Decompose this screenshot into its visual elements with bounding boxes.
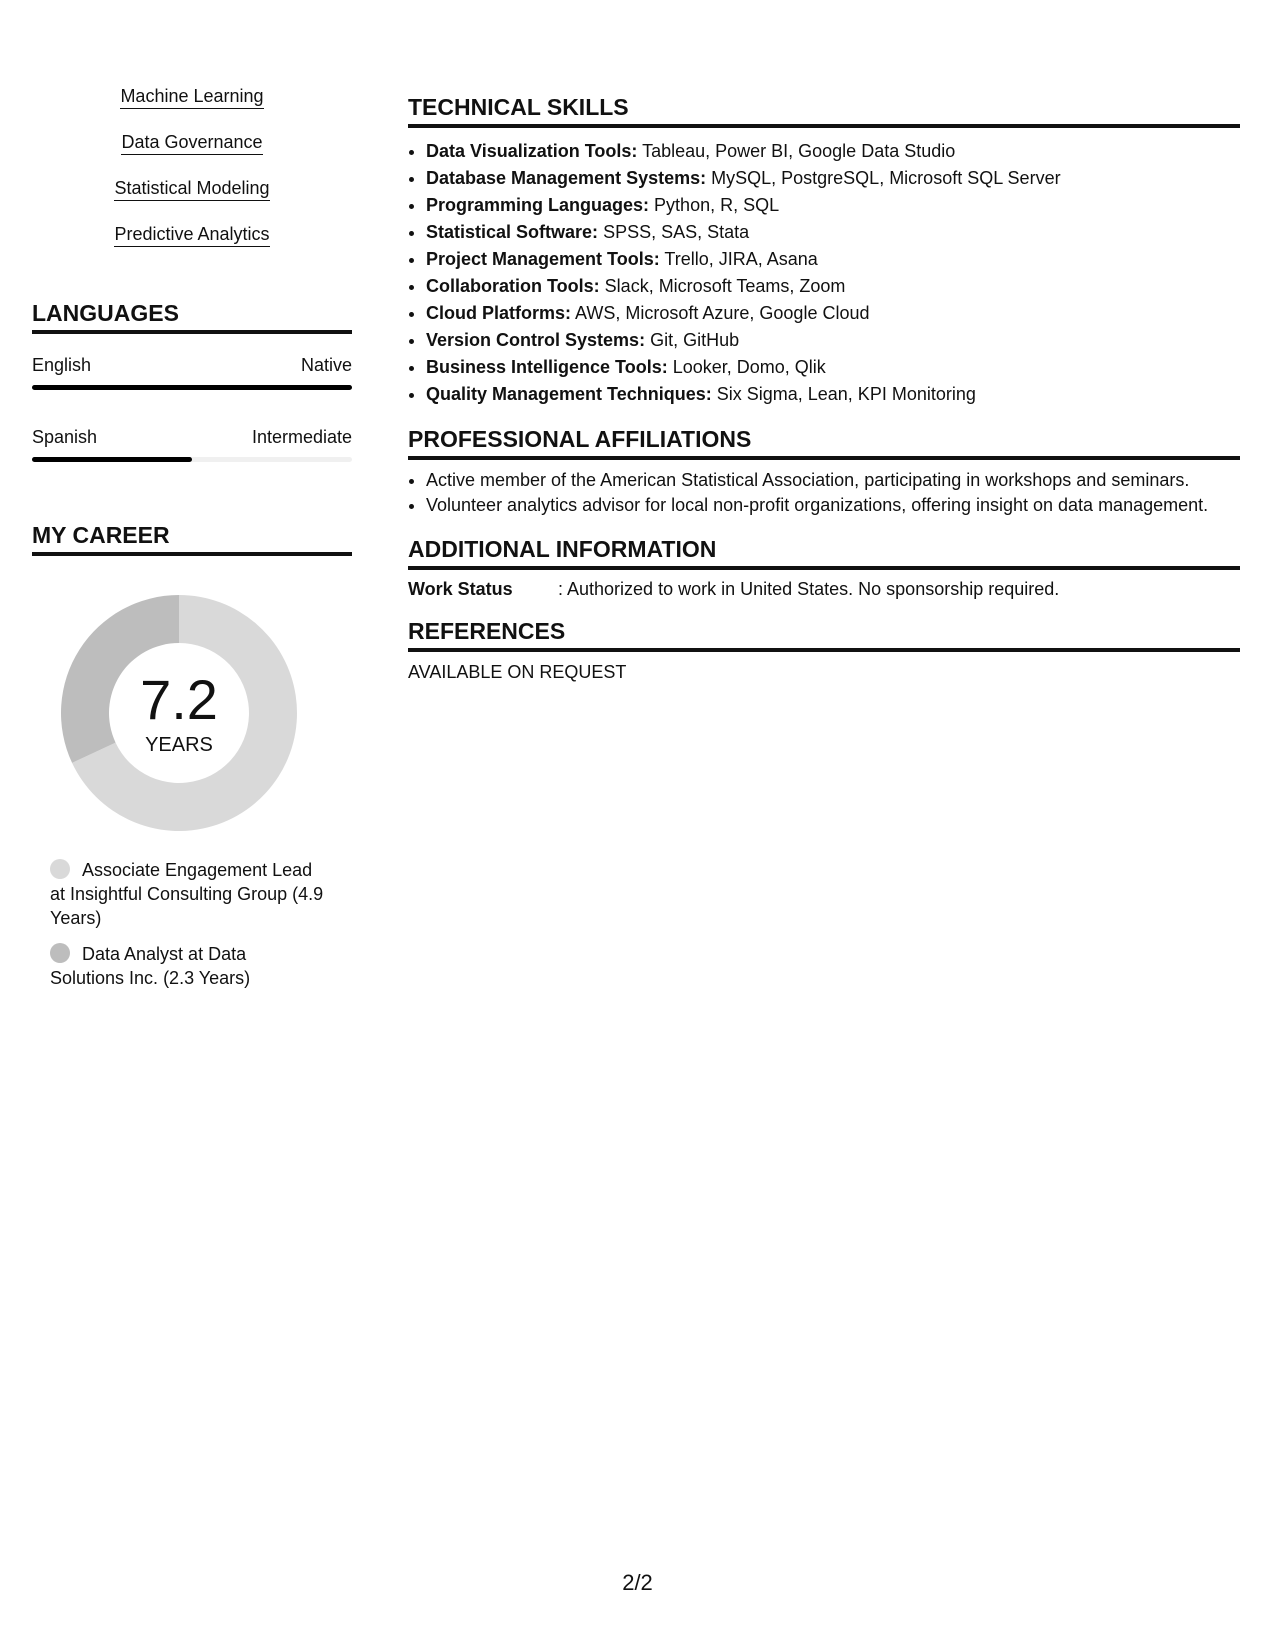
- skill-value: Looker, Domo, Qlik: [672, 357, 826, 377]
- list-item: [426, 192, 1240, 219]
- language-name: English: [32, 355, 92, 375]
- career-list: [50, 858, 325, 990]
- references-section: [408, 618, 1240, 683]
- language-bar-fill: [32, 457, 192, 462]
- career-donut: [32, 588, 352, 858]
- skill-tag: Machine Learning: [120, 86, 263, 109]
- list-item: [426, 138, 1240, 165]
- work-status-row: [408, 578, 1240, 600]
- career-unit: YEARS: [145, 734, 213, 756]
- list-item: [426, 354, 1240, 381]
- language-level: Native: [300, 355, 352, 375]
- technical-skills-list: [408, 138, 1240, 408]
- language-bar: [32, 385, 352, 390]
- list-item: [426, 165, 1240, 192]
- work-status-label: Work Status: [408, 579, 513, 599]
- skill-value: Trello, JIRA, Asana: [664, 249, 818, 269]
- skill-label: Collaboration Tools:: [426, 276, 600, 296]
- technical-skills-section: [408, 94, 1240, 408]
- list-item: [426, 381, 1240, 408]
- skill-value: Six Sigma, Lean, KPI Monitoring: [716, 384, 976, 404]
- skill-label: Data Visualization Tools:: [426, 141, 638, 161]
- skill-label: Business Intelligence Tools:: [426, 357, 668, 377]
- language-bar: [32, 457, 352, 462]
- career-section: [32, 522, 352, 990]
- skill-value: Tableau, Power BI, Google Data Studio: [642, 141, 956, 161]
- affiliations-title: PROFESSIONAL AFFILIATIONS: [408, 426, 1240, 460]
- skill-label: Database Management Systems:: [426, 168, 707, 188]
- skill-value: Python, R, SQL: [654, 195, 780, 215]
- career-item: [50, 858, 325, 930]
- references-text: AVAILABLE ON REQUEST: [408, 662, 627, 682]
- skill-label: Project Management Tools:: [426, 249, 660, 269]
- skill-label: Version Control Systems:: [426, 330, 646, 350]
- work-status-value: : Authorized to work in United States. No sponsorship required.: [558, 579, 1060, 599]
- additional-info-section: [408, 536, 1240, 600]
- legend-dot: [50, 859, 70, 879]
- technical-skills-title: TECHNICAL SKILLS: [408, 94, 1240, 128]
- affiliations-section: [408, 426, 1240, 518]
- career-total: 7.2: [140, 668, 218, 731]
- language-item: [32, 426, 352, 462]
- languages-title: LANGUAGES: [32, 300, 352, 334]
- skill-tag: Data Governance: [121, 132, 262, 155]
- list-item: • Active member of the American Statistical Association, participating in workshops and seminars.: [426, 468, 1240, 493]
- skill-tags: [32, 78, 352, 262]
- list-item: • Volunteer analytics advisor for local non-profit organizations, offering insight on data management.: [426, 493, 1240, 518]
- list-item: [426, 246, 1240, 273]
- career-item-text: Data Analyst at Data Solutions Inc. (2.3 Years): [50, 944, 251, 988]
- career-item: [50, 942, 325, 990]
- right-column: [408, 94, 1240, 701]
- languages-section: [32, 300, 352, 462]
- list-item: [426, 327, 1240, 354]
- skill-value: Git, GitHub: [650, 330, 740, 350]
- language-name: Spanish: [32, 427, 98, 447]
- list-item: [426, 300, 1240, 327]
- skill-label: Statistical Software:: [426, 222, 599, 242]
- affiliations-list: [408, 468, 1240, 518]
- skill-label: Programming Languages:: [426, 195, 650, 215]
- language-level: Intermediate: [251, 427, 352, 447]
- language-item: [32, 354, 352, 390]
- skill-tag: Predictive Analytics: [114, 224, 269, 247]
- skill-value: MySQL, PostgreSQL, Microsoft SQL Server: [711, 168, 1061, 188]
- left-column: [32, 78, 352, 1002]
- list-item: [426, 273, 1240, 300]
- skill-value: Slack, Microsoft Teams, Zoom: [604, 276, 846, 296]
- additional-info-title: ADDITIONAL INFORMATION: [408, 536, 1240, 570]
- skill-tag: Statistical Modeling: [114, 178, 269, 201]
- page-number: 2/2: [622, 1570, 653, 1595]
- references-title: REFERENCES: [408, 618, 1240, 652]
- list-item: [426, 219, 1240, 246]
- legend-dot: [50, 943, 70, 963]
- skill-value: SPSS, SAS, Stata: [603, 222, 750, 242]
- career-item-text: Associate Engagement Lead at Insightful Consulting Group (4.9 Years): [50, 860, 324, 928]
- language-bar-fill: [32, 385, 352, 390]
- career-title: MY CAREER: [32, 522, 352, 556]
- skill-label: Quality Management Techniques:: [426, 384, 712, 404]
- skill-label: Cloud Platforms:: [426, 303, 572, 323]
- skill-value: AWS, Microsoft Azure, Google Cloud: [575, 303, 870, 323]
